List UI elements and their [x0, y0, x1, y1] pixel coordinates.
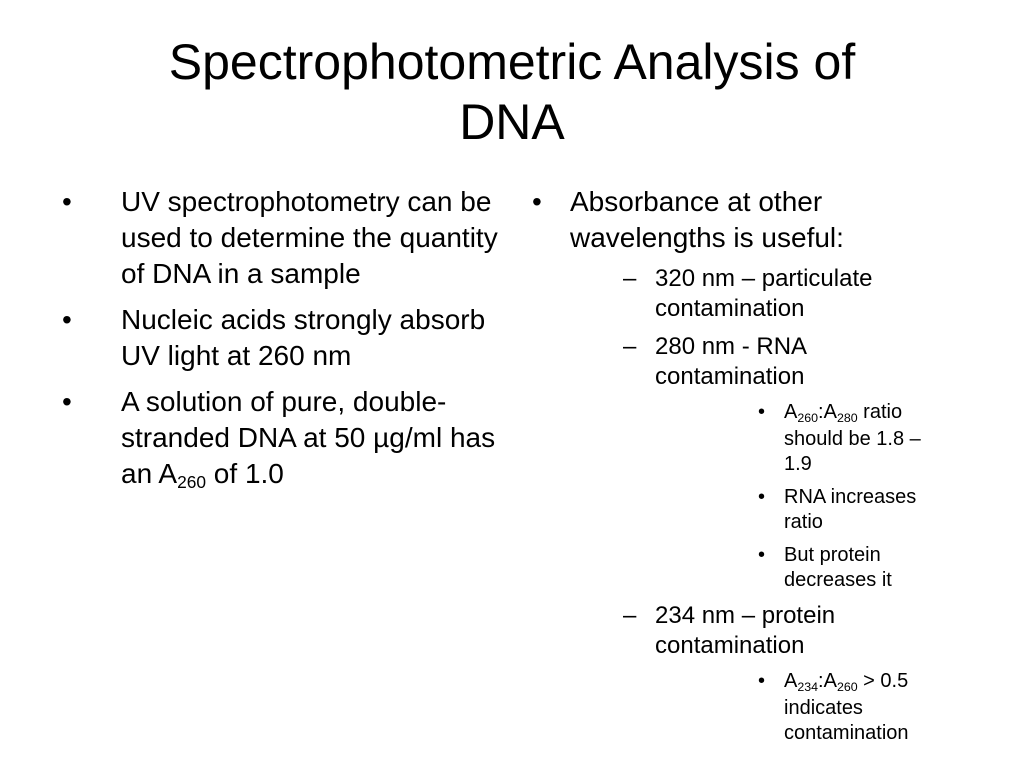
ratio-text-a: A — [784, 670, 798, 692]
sub-bullet-list — [570, 264, 950, 746]
dash-marker: – — [623, 602, 637, 629]
subscript: 280 — [836, 410, 858, 425]
bullet-text-suffix: of 1.0 — [206, 458, 284, 489]
bullet-marker: • — [62, 304, 72, 335]
sub-bullet-item — [570, 264, 950, 324]
bullet-marker: • — [758, 544, 766, 566]
right-bullet-list — [530, 184, 950, 756]
sub-bullet-text: 280 nm - RNA contamination — [655, 333, 806, 390]
sub-sub-bullet-text: But protein decreases it — [784, 544, 892, 591]
bullet-marker: • — [532, 186, 542, 217]
ratio-text-sep: :A — [818, 401, 837, 423]
subscript: 260 — [836, 679, 858, 694]
ratio-text-sep: :A — [818, 670, 837, 692]
bullet-text: UV spectrophotometry can be used to determine the quantity of DNA in a sample — [121, 186, 498, 289]
bullet-marker: • — [62, 386, 72, 417]
dash-marker: – — [623, 265, 637, 292]
left-bullet-item — [60, 302, 500, 374]
ratio-text-suffix: > 0.5 indicates contamination — [784, 670, 909, 744]
sub-bullet-item — [570, 332, 950, 593]
sub-sub-bullet-item — [655, 485, 950, 535]
bullet-marker: • — [758, 401, 766, 423]
ratio-text-a: A — [784, 401, 798, 423]
left-bullet-list — [60, 184, 500, 505]
bullet-text: Nucleic acids strongly absorb UV light at 260 nm — [121, 304, 486, 371]
subscript: 234 — [797, 679, 819, 694]
subscript: 260 — [797, 410, 819, 425]
sub-sub-bullet-item — [655, 543, 950, 593]
sub-bullet-text: 320 nm – particulate contamination — [655, 265, 873, 322]
sub-bullet-text: 234 nm – protein contamination — [655, 602, 836, 659]
bullet-marker: • — [758, 486, 766, 508]
bullet-marker: • — [758, 670, 766, 692]
bullet-text-prefix: A solution of pure, double-stranded DNA at 50 µg/ml has an A — [121, 386, 496, 489]
sub-bullet-item — [570, 601, 950, 746]
sub-sub-bullet-list — [655, 669, 950, 746]
subscript: 260 — [177, 472, 207, 493]
sub-sub-bullet-text: RNA increases ratio — [784, 486, 917, 533]
sub-sub-bullet-list — [655, 400, 950, 593]
sub-sub-bullet-item — [655, 400, 950, 477]
sub-sub-bullet-item — [655, 669, 950, 746]
slide-title-line-1: Spectrophotometric Analysis of — [168, 34, 856, 90]
bullet-text: Absorbance at other wavelengths is useful: — [570, 186, 844, 253]
ratio-text-suffix: ratio should be 1.8 – 1.9 — [784, 401, 921, 475]
right-bullet-item — [530, 184, 950, 746]
slide-title-line-2: DNA — [459, 94, 565, 150]
dash-marker: – — [623, 333, 637, 360]
bullet-marker: • — [62, 186, 72, 217]
slide-title — [0, 32, 1024, 152]
left-bullet-item — [60, 384, 500, 495]
left-bullet-item — [60, 184, 500, 292]
